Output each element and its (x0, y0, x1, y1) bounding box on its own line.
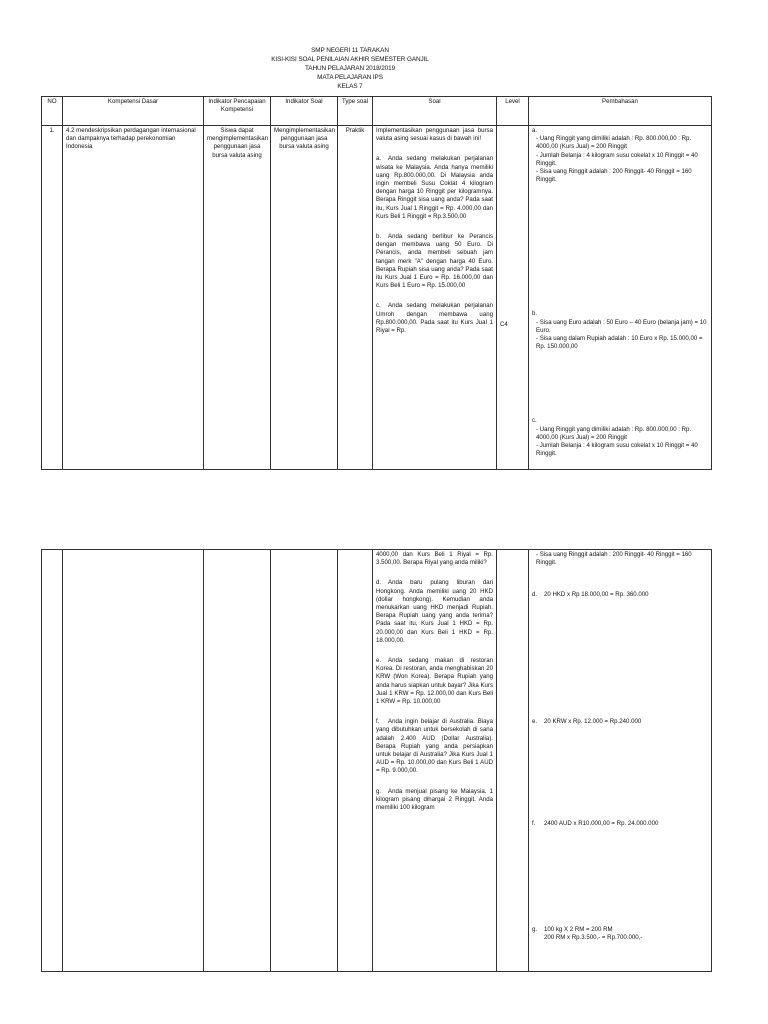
row-kd: 4.2 mendeskripsikan perdagangan internasional dan dampaknya terhadap perekonomian Indonesia (63, 126, 204, 470)
question-d: d. Anda baru pulang liburan dari Hongkong. Anda memiliki uang 20 HKD (dollar hongkong). Kemudian anda menukarkan uang HKD menjadi Rupiah. Berapa Rupiah uang yang anda terima? Pada saat itu, Kurs Jual 1 HKD = Rp. 20.000,00 dan Kurs Beli 1 HKD = Rp. 18.000,00. (376, 579, 493, 644)
row-level: C4 (500, 321, 508, 328)
subject: MATA PELAJARAN IPS (317, 73, 383, 81)
row-indikator-soal: Mengimplementasikan penggunaan jasa bursa valuta asing (271, 126, 338, 470)
soal-cell (373, 126, 497, 470)
answer-b: b. - Sisa uang Euro adalah : 50 Euro – 40 Euro (belanja jam) = 10 Euro. - Sisa uang dalam Rupiah adalah : 10 Euro x Rp. 15.000,00 = Rp. 150.000,00 (532, 310, 707, 351)
question-f: f. Anda ingin belajar di Australia. Biaya yang dibutuhkan untuk bersekolah di sana adalah 2.400 AUD (Dollar Australia). Berapa Rupiah yang anda persiapkan untuk belajar di Australia? Jika Kurs Jual 1 AUD = Rp. 10.000,00 dan Kurs Beli 1 AUD = Rp. 9.000,00. (376, 718, 493, 775)
row-ipk: Siswa dapat mengimplementasikan penggunaan jasa bursa valuta asing (204, 126, 271, 470)
grade: KELAS 7 (337, 82, 363, 90)
question-e: e. Anda sedang makan di restoran Korea. Di restoran, anda menghabiskan 20 KRW (Won Korea). Berapa Rupiah yang anda harus siapkan untuk bayar? Jika Kurs Jual 1 KRW = Rp. 12.000,00 dan Kurs Beli 1 KRW = Rp. 10.000,00 (376, 657, 493, 706)
answer-e: e. 20 KRW x Rp. 12.000 = Rp.240.000 (532, 717, 642, 725)
answer-c: c. - Uang Ringgit yang dimiliki adalah : Rp. 800.000,00 : Rp. 4000,00 (Kurs Jual) = 200 Ringgit - Jumlah Belanja : 4 kilogram susu cokelat x 10 Ringgit = 40 Ringgit. (532, 417, 698, 458)
pembahasan-cell-cont (529, 550, 712, 972)
col-ipk: Indikator Pencapaian Kompetensi (204, 97, 271, 126)
table-row (42, 126, 712, 470)
question-c-cont: 4000,00 dan Kurs Beli 1 Riyal = Rp. 3.500,00. Berapa Riyal yang anda miliki? (376, 551, 493, 567)
col-pembahasan: Pembahasan (529, 97, 712, 126)
school-name: SMP NEGERI 11 TARAKAN (311, 47, 389, 54)
answer-a: a. - Uang Ringgit yang dimiliki adalah : Rp. 800.000,00 : Rp. 4000,00 (Kurs Jual) = 200 Ringgit - Jumlah Belanja : 4 kilogram susu cokelat x 10 Ringgit = 40 Ringgit. - Sisa uang Ringgit adalah : 200 Ringgit- 40 Ringgit = 160 Ringgit. (532, 127, 698, 184)
row-no: 1. (42, 126, 63, 470)
grid-table-page1 (41, 96, 712, 470)
document-header (200, 47, 500, 92)
level-cell (497, 126, 529, 470)
answer-g: g. 100 kg X 2 RM = 200 RM 200 RM x Rp.3.500,- = Rp.700.000,- (532, 926, 643, 942)
answer-f: f. 2400 AUD x R10.000,00 = Rp. 24.000.000 (532, 819, 659, 827)
row-type: Praktik (338, 126, 373, 470)
col-soal: Soal (373, 97, 497, 126)
col-kd: Kompetensi Dasar (63, 97, 204, 126)
question-c: c. Anda sedang melakukan perjalanan Umroh dengan membawa uang Rp.800.000,00. Pada saat itu Kurs Jual 1 Riyal = Rp. (376, 302, 493, 335)
grid-table-page2 (41, 549, 712, 972)
col-no: NO (42, 97, 63, 126)
question-b: b. Anda sedang berlibur ke Perancis dengan membawa uang 50 Euro. Di Perancis, anda membeli sebuah jam tangan merk "A" dengan harga 40 Euro. Berapa Rupiah sisa uang anda? Pada saat itu Kurs Jual 1 Euro = Rp. 16.000,00 dan Kurs Beli 1 Euro = Rp. 15.000,00 (376, 233, 493, 290)
pembahasan-cell (529, 126, 712, 470)
col-type: Type soal (338, 97, 373, 126)
answer-c-cont: - Sisa uang Ringgit adalah : 200 Ringgit- 40 Ringgit = 160 Ringgit. (536, 551, 692, 567)
soal-intro: Implementasikan penggunaan jasa bursa valuta asing sesuai kasus di bawah ini! (376, 127, 493, 143)
soal-cell-cont (373, 550, 497, 972)
doc-title: KISI-KISI SOAL PENILAIAN AKHIR SEMESTER GANJIL (271, 55, 429, 63)
col-level: Level (497, 97, 529, 126)
column-header-row (42, 97, 712, 126)
question-g: g. Anda menjual pisang ke Malaysia. 1 kilogram pisang dihargai 2 Ringgit. Anda memiliki 100 kilogram (376, 787, 493, 812)
school-year: TAHUN PELAJARAN 2018/2019 (304, 64, 396, 72)
col-indikator-soal: Indikator Soal (271, 97, 338, 126)
answer-d: d. 20 HKD x Rp 18.000,00 = Rp. 360.000 (532, 591, 649, 599)
question-a: a. Anda sedang melakukan perjalanan wisata ke Malaysia. Anda hanya memiliki uang Rp.800.000,00. Di Malaysia anda ingin membeli Susu Coklat 4 kilogram dengan harga 10 Ringgit per kilogramnya. Berapa Ringgit sisa uang anda? Pada saat itu, Kurs Jual 1 Ringgit = Rp. 4.000,00 dan Kurs Beli 1 Ringgit = Rp.3.500,00 (376, 155, 493, 220)
table-row (42, 550, 712, 972)
